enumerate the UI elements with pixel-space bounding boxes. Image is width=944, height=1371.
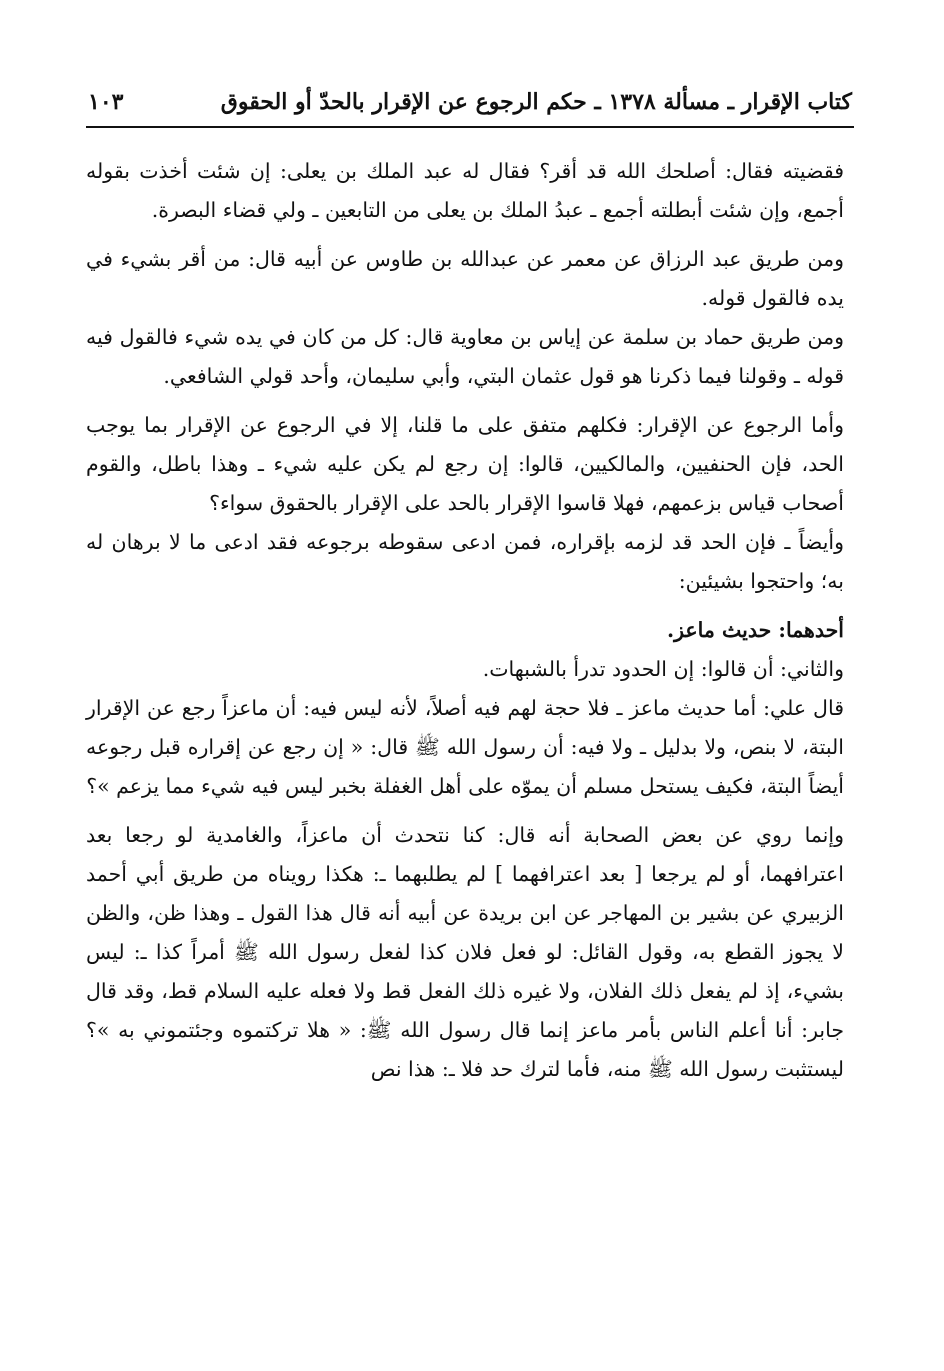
header-divider	[86, 126, 854, 128]
paragraph: أحدهما: حديث ماعز.	[666, 618, 844, 642]
paragraph: وإنما روي عن بعض الصحابة أنه قال: كنا نتحدث أن ماعزاً، والغامدية لو رجعا بعد اعترافهما، أو لم يرجعا [ بعد اعترافهما ] لم يطلبهما ـ: هكذا رويناه من طريق أبي أحمد الزبيري عن بشير بن المهاجر عن ابن بريدة عن أبيه أنه قال هذا القول ـ وهذا ظن، والظن لا يجوز القطع به، وقول القائل: لو فعل فلان كذا لفعل رسول الله ﷺ أمراً كذا ـ: ليس بشيء، إذ لم يفعل ذلك الفلان، ولا غيره ذلك الفعل قط ولا فعله عليه السلام قط، وقد قال جابر: أنا أعلم الناس بأمر ماعز إنما قال رسول الله ﷺ: « هلا تركتموه وجئتموني به »؟ ليستثبت رسول الله ﷺ منه، فأما لترك حد فلا ـ: هذا نص	[86, 823, 844, 1081]
paragraph: والثاني: أن قالوا: إن الحدود تدرأ بالشبهات.	[482, 657, 844, 681]
paragraph: قال علي: أما حديث ماعز ـ فلا حجة لهم فيه أصلاً، لأنه ليس فيه: أن ماعزاً رجع عن الإقرار البتة، لا بنص، ولا بدليل ـ ولا فيه: أن رسول الله ﷺ قال: « إن رجع عن إقراره قبل رجوعه أيضاً البتة، فكيف يستحل مسلم أن يموّه على أهل الغفلة بخبر ليس فيه شيء مما يزعم »؟	[86, 696, 844, 798]
paragraph: ومن طريق حماد بن سلمة عن إياس بن معاوية قال: كل من كان في يده شيء فالقول فيه قوله ـ وقولنا فيما ذكرنا هو قول عثمان البتي، وأبي سليمان، وأحد قولي الشافعي.	[86, 325, 844, 388]
paragraph: وأيضاً ـ فإن الحد قد لزمه بإقراره، فمن ادعى سقوطه برجوعه فقد ادعى ما لا برهان له به؛ واحتجوا بشيئين:	[86, 530, 844, 593]
header-title: كتاب الإقرار ـ مسألة ١٣٧٨ ـ حكم الرجوع عن الإقرار بالحدّ أو الحقوق	[220, 89, 852, 115]
running-header	[88, 82, 852, 122]
page-number: ١٠٣	[88, 89, 124, 115]
paragraph: ومن طريق عبد الرزاق عن معمر عن عبدالله بن طاوس عن أبيه قال: من أقر بشيء في يده فالقول قوله.	[86, 247, 844, 310]
page-body	[86, 152, 844, 1089]
paragraph: فقضيته فقال: أصلحك الله قد أقر؟ فقال له عبد الملك بن يعلى: إن شئت أخذت بقوله أجمع، وإن شئت أبطلته أجمع ـ عبدُ الملك بن يعلى من التابعين ـ ولي قضاء البصرة.	[86, 159, 844, 222]
paragraph: وأما الرجوع عن الإقرار: فكلهم متفق على ما قلنا، إلا في الرجوع عن الإقرار بما يوجب الحد، فإن الحنفيين، والمالكيين، قالوا: إن رجع لم يكن عليه شيء ـ وهذا باطل، والقوم أصحاب قياس بزعمهم، فهلا قاسوا الإقرار بالحد على الإقرار بالحقوق سواء؟	[86, 413, 844, 515]
